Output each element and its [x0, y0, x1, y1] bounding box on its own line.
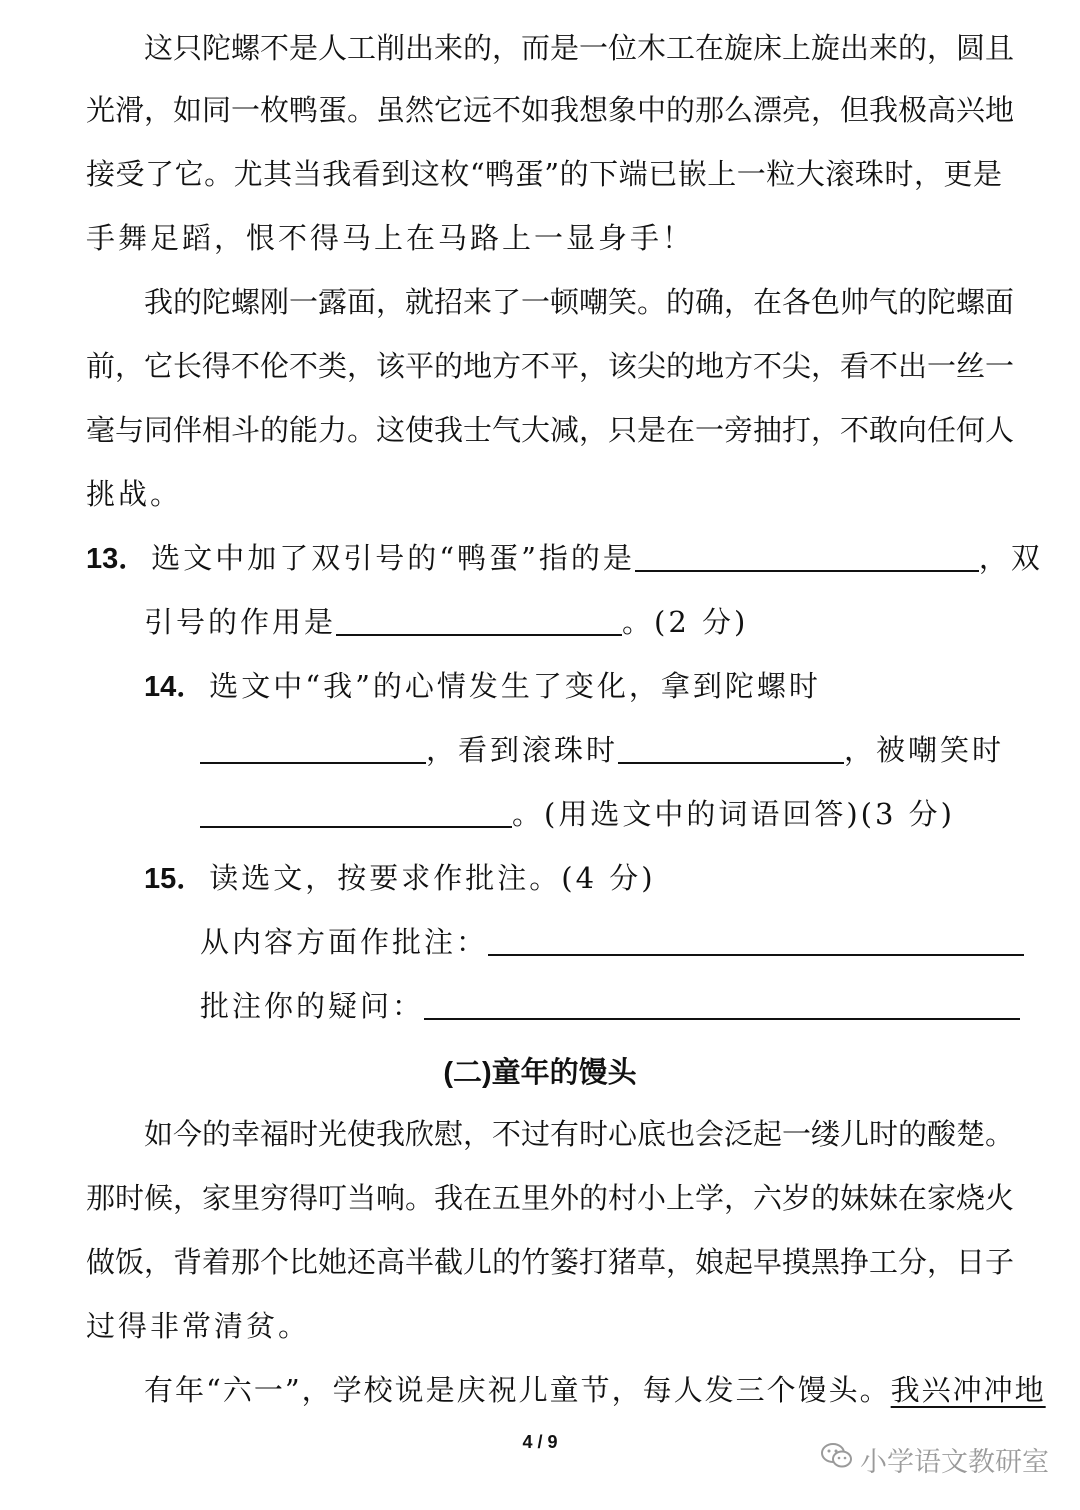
passage-line: 前，它长得不伦不类，该平的地方不平，该尖的地方不尖，看不出一丝一 [86, 349, 1015, 383]
annotation-content [200, 922, 1002, 962]
question-number: 14． [144, 671, 206, 703]
question-15 [144, 858, 1002, 899]
question-text: 从内容方面作批注： [200, 925, 489, 959]
answer-blank[interactable] [618, 732, 844, 764]
answer-blank[interactable] [200, 732, 426, 764]
question-text: ，看到滚珠时 [426, 733, 619, 767]
answer-blank[interactable] [336, 604, 622, 636]
answer-blank[interactable] [488, 924, 1024, 956]
score-text: 。(2 分) [622, 605, 749, 639]
passage-line: 这只陀螺不是人工削出来的，而是一位木工在旋床上旋出来的，圆且 [144, 31, 1015, 65]
passage-line: 如今的幸福时光使我欣慰，不过有时心底也会泛起一缕儿时的酸楚。 [144, 1117, 1015, 1151]
question-text: 引号的作用是 [144, 605, 337, 639]
question-13 [86, 538, 1043, 579]
watermark [820, 1440, 1049, 1479]
passage-text: 有年“六一”，学校说是庆祝儿童节，每人发三个馒头。 [144, 1373, 891, 1407]
watermark-text: 小学语文教研室 [860, 1447, 1049, 1478]
question-text: 批注你的疑问： [200, 989, 425, 1023]
passage-line: 手舞足蹈，恨不得马上在马路上一显身手！ [86, 221, 695, 255]
question-14-end [200, 794, 1002, 834]
answer-blank[interactable] [635, 540, 979, 572]
passage-line: 接受了它。尤其当我看到这枚“鸭蛋”的下端已嵌上一粒大滚珠时，更是 [86, 157, 1002, 191]
passage-line: 毫与同伴相斗的能力。这使我士气大减，只是在一旁抽打，不敢向任何人 [86, 413, 1015, 447]
question-text: 选文中加了双引号的“鸭蛋”指的是 [151, 541, 635, 575]
score-text: 。(用选文中的词语回答)(3 分) [512, 797, 955, 831]
answer-blank[interactable] [200, 796, 512, 828]
question-14-cont [200, 730, 1005, 770]
passage-line: 挑战。 [86, 477, 183, 511]
question-text: ，双 [978, 541, 1043, 575]
question-text: ，被嘲笑时 [844, 733, 1005, 767]
passage-line [144, 1370, 1046, 1410]
underlined-text: 我兴冲冲地 [890, 1373, 1046, 1407]
wechat-icon [820, 1441, 854, 1478]
question-number: 15． [144, 863, 206, 895]
passage-line: 做饭，背着那个比她还高半截儿的竹篓打猪草，娘起早摸黑挣工分，日子 [86, 1245, 1015, 1279]
page-number: 4 / 9 [522, 1432, 558, 1452]
annotation-question [200, 986, 1002, 1026]
question-number: 13． [86, 543, 148, 575]
passage-line: 过得非常清贫。 [86, 1309, 311, 1343]
passage-line: 光滑，如同一枚鸭蛋。虽然它远不如我想象中的那么漂亮，但我极高兴地 [86, 93, 1015, 127]
question-14 [144, 666, 1002, 707]
section-title: (二)童年的馒头 [443, 1057, 637, 1089]
passage-line: 那时候，家里穷得叮当响。我在五里外的村小上学，六岁的妹妹在家烧火 [86, 1181, 1015, 1215]
question-text: 读选文，按要求作批注。(4 分) [209, 861, 656, 895]
question-13-cont [144, 602, 1002, 642]
passage-line: 我的陀螺刚一露面，就招来了一顿嘲笑。的确，在各色帅气的陀螺面 [144, 285, 1015, 319]
answer-blank[interactable] [424, 988, 1020, 1020]
question-text: 选文中“我”的心情发生了变化，拿到陀螺时 [209, 669, 821, 703]
